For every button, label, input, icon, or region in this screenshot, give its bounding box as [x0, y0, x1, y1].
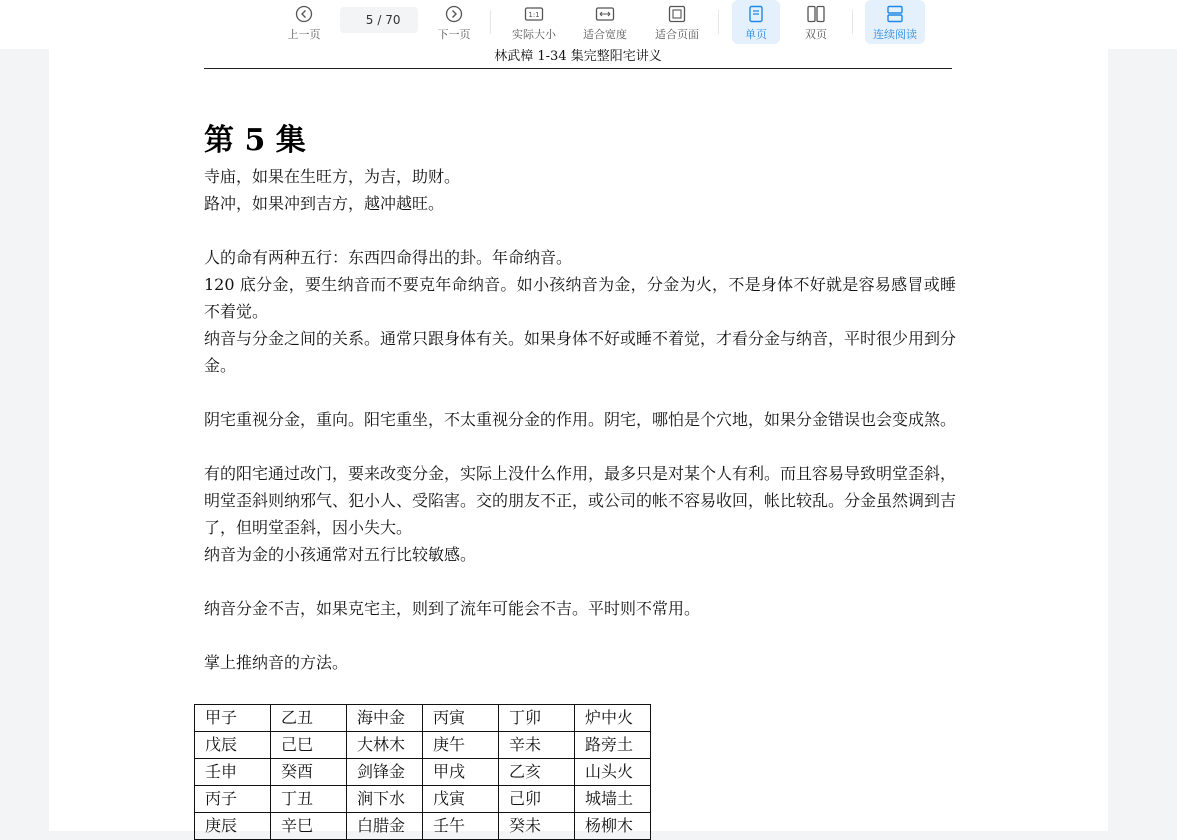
- table-cell: 壬午: [423, 813, 499, 840]
- table-cell: 剑锋金: [347, 759, 423, 786]
- paragraph: 纳音与分金之间的关系。通常只跟身体有关。如果身体不好或睡不着觉，才看分金与纳音，平时很少用到分金。: [204, 329, 957, 375]
- table-row: [195, 786, 651, 813]
- table-row: [195, 759, 651, 786]
- blank-line: [204, 217, 956, 244]
- table-cell: 城墙土: [575, 786, 651, 813]
- table-cell: 己卯: [499, 786, 575, 813]
- table-cell: 癸未: [499, 813, 575, 840]
- fit-width-icon: [595, 4, 615, 24]
- table-cell: 乙亥: [499, 759, 575, 786]
- current-page-input[interactable]: 5: [365, 13, 374, 27]
- table-cell: 山头火: [575, 759, 651, 786]
- continuous-reading-label: 连续阅读: [873, 28, 917, 41]
- table-row: [195, 732, 651, 759]
- running-header: 林武樟 1-34 集完整阳宅讲义: [204, 49, 952, 69]
- table-cell: 路旁土: [575, 732, 651, 759]
- body-text: [204, 163, 956, 676]
- table-cell: 己巳: [271, 732, 347, 759]
- paragraph: 120 底分金，要生纳音而不要克年命纳音。如小孩纳音为金，分金为火，不是身体不好就是容易感冒或睡不着觉。: [204, 275, 956, 321]
- toolbar-divider: [490, 10, 491, 34]
- fit-page-icon: [667, 4, 687, 24]
- chapter-title: 第 5 集: [204, 123, 306, 158]
- single-page-label: 单页: [745, 28, 767, 41]
- table-cell: 戊寅: [423, 786, 499, 813]
- blank-line: [204, 568, 956, 595]
- table-cell: 辛巳: [271, 813, 347, 840]
- chevron-right-circle-icon: [444, 4, 464, 24]
- paragraph: 有的阳宅通过改门，要来改变分金，实际上没什么作用，最多只是对某个人有利。而且容易导致明堂歪斜，明堂歪斜则纳邪气、犯小人、受陷害。交的朋友不正，或公司的帐不容易收回，帐比较乱。分金虽然调到吉了，但明堂歪斜，因小失大。: [204, 464, 957, 537]
- table-cell: 大林木: [347, 732, 423, 759]
- toolbar-divider: [718, 10, 719, 34]
- fit-width-button[interactable]: [577, 0, 633, 44]
- paragraph: 阴宅重视分金，重向。阳宅重坐，不太重视分金的作用。阴宅，哪怕是个穴地，如果分金错误也会变成煞。: [204, 410, 957, 429]
- table-cell: 乙丑: [271, 705, 347, 732]
- table-cell: 甲子: [195, 705, 271, 732]
- continuous-reading-icon: [885, 4, 905, 24]
- fit-page-label: 适合页面: [655, 28, 699, 41]
- blank-line: [204, 379, 956, 406]
- table-cell: 庚午: [423, 732, 499, 759]
- single-page-button[interactable]: [732, 0, 780, 44]
- paragraph: 路冲，如果冲到吉方，越冲越旺。: [204, 194, 445, 213]
- double-page-button[interactable]: [792, 0, 840, 44]
- table-cell: 涧下水: [347, 786, 423, 813]
- actual-size-label: 实际大小: [512, 28, 556, 41]
- table-cell: 甲戌: [423, 759, 499, 786]
- nayin-table: [194, 704, 651, 840]
- table-row: [195, 705, 651, 732]
- single-page-icon: [746, 4, 766, 24]
- total-pages: / 70: [377, 13, 401, 27]
- page-indicator: [340, 7, 418, 33]
- table-cell: 海中金: [347, 705, 423, 732]
- table-cell: 戊辰: [195, 732, 271, 759]
- document-page: [49, 49, 1108, 835]
- paragraph: 掌上推纳音的方法。: [204, 653, 349, 672]
- table-cell: 杨柳木: [575, 813, 651, 840]
- next-page-label: 下一页: [437, 28, 471, 41]
- viewer-toolbar: [0, 0, 1177, 49]
- table-cell: 癸酉: [271, 759, 347, 786]
- paragraph: 纳音为金的小孩通常对五行比较敏感。: [204, 545, 477, 564]
- table-cell: 辛未: [499, 732, 575, 759]
- continuous-reading-button[interactable]: [865, 0, 925, 44]
- fit-width-label: 适合宽度: [583, 28, 627, 41]
- prev-page-button[interactable]: [280, 0, 328, 44]
- table-cell: 丁卯: [499, 705, 575, 732]
- double-page-label: 双页: [805, 28, 827, 41]
- fit-page-button[interactable]: [649, 0, 705, 44]
- table-cell: 丙寅: [423, 705, 499, 732]
- next-page-button[interactable]: [430, 0, 478, 44]
- svg-text:1:1: 1:1: [528, 11, 540, 19]
- chevron-left-circle-icon: [294, 4, 314, 24]
- table-cell: 壬申: [195, 759, 271, 786]
- paragraph: 人的命有两种五行：东西四命得出的卦。年命纳音。: [204, 248, 573, 267]
- actual-size-button[interactable]: [506, 0, 562, 44]
- table-cell: 丁丑: [271, 786, 347, 813]
- blank-line: [204, 433, 956, 460]
- table-row: [195, 813, 651, 840]
- prev-page-label: 上一页: [287, 28, 321, 41]
- table-cell: 庚辰: [195, 813, 271, 840]
- paragraph: 纳音分金不吉，如果克宅主，则到了流年可能会不吉。平时则不常用。: [204, 599, 701, 618]
- table-cell: 白腊金: [347, 813, 423, 840]
- double-page-icon: [806, 4, 826, 24]
- table-cell: 丙子: [195, 786, 271, 813]
- blank-line: [204, 622, 956, 649]
- paragraph: 寺庙，如果在生旺方，为吉，助财。: [204, 167, 461, 186]
- toolbar-divider: [852, 10, 853, 34]
- actual-size-icon: [524, 4, 544, 24]
- table-cell: 炉中火: [575, 705, 651, 732]
